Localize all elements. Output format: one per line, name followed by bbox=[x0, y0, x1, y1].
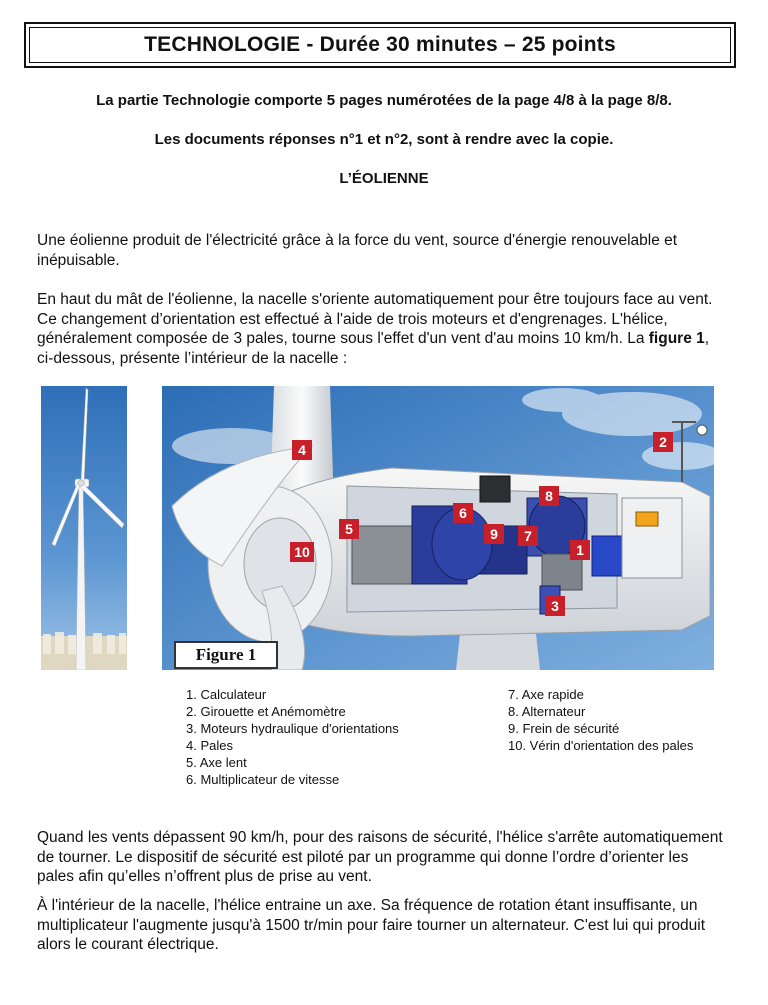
legend-item: 7. Axe rapide bbox=[508, 687, 584, 702]
svg-text:9: 9 bbox=[490, 526, 498, 542]
legend-item: 5. Axe lent bbox=[186, 755, 247, 770]
paragraph-security: Quand les vents dépassent 90 km/h, pour des raisons de sécurité, l'hélice s'arrête automatiquement de tourner. Le dispositif de sécurité est piloté par un programme qui donne l’ordre d’orienter les pales afin qu’elles n’offrent plus de prise au vent. bbox=[37, 829, 723, 885]
legend-item: 8. Alternateur bbox=[508, 704, 586, 719]
marker-6 bbox=[453, 503, 473, 523]
marker-4 bbox=[292, 440, 312, 460]
svg-text:10: 10 bbox=[294, 544, 310, 560]
legend-item: 9. Frein de sécurité bbox=[508, 721, 620, 736]
svg-text:4: 4 bbox=[298, 442, 306, 458]
legend-item: 10. Vérin d'orientation des pales bbox=[508, 738, 694, 753]
paragraph-nacelle: En haut du mât de l'éolienne, la nacelle s'oriente automatiquement pour être toujours face au vent. Ce changement d’orientation est effectué à l'aide de trois moteurs et d'engrenages. L'hélice, généralement composée de 3 pales, tourne sous l'effet d'un vent d'au moins 10 km/h. La figure 1, ci-dessous, présente l’intérieur de la nacelle : bbox=[37, 291, 713, 367]
legend-item: 6. Multiplicateur de vitesse bbox=[186, 772, 340, 787]
marker-8 bbox=[539, 486, 559, 506]
svg-text:5: 5 bbox=[345, 521, 353, 537]
marker-3 bbox=[545, 596, 565, 616]
wind-turbine-photo bbox=[41, 386, 127, 670]
legend-item: 1. Calculateur bbox=[186, 687, 267, 702]
figure-reference: figure 1 bbox=[648, 330, 705, 347]
marker-2 bbox=[653, 432, 673, 452]
header-frame bbox=[24, 22, 736, 68]
legend-right bbox=[508, 686, 693, 754]
intro-line-documents: Les documents réponses n°1 et n°2, sont à rendre avec la copie. bbox=[154, 131, 614, 148]
page-title: TECHNOLOGIE - Durée 30 minutes – 25 points bbox=[29, 27, 731, 63]
svg-text:6: 6 bbox=[459, 505, 467, 521]
legend-item: 3. Moteurs hydraulique d'orientations bbox=[186, 721, 399, 736]
marker-7 bbox=[518, 526, 538, 546]
legend-item: 2. Girouette et Anémomètre bbox=[186, 704, 346, 719]
legend-left bbox=[186, 686, 399, 788]
marker-10 bbox=[290, 542, 314, 562]
paragraph-alternator: À l'intérieur de la nacelle, l'hélice entraine un axe. Sa fréquence de rotation étant insuffisante, un multiplicateur l'augmente jusqu'à 1500 tr/min pour faire tourner un alternateur. C'est lui qui produit alors le courant électrique. bbox=[37, 897, 705, 953]
intro-line-pages: La partie Technologie comporte 5 pages numérotées de la page 4/8 à la page 8/8. bbox=[96, 92, 672, 109]
svg-text:8: 8 bbox=[545, 488, 553, 504]
figure-caption: Figure 1 bbox=[174, 641, 278, 669]
svg-text:7: 7 bbox=[524, 528, 532, 544]
paragraph-intro: Une éolienne produit de l'électricité grâce à la force du vent, source d'énergie renouvelable et inépuisable. bbox=[37, 232, 678, 269]
marker-1 bbox=[570, 540, 590, 560]
section-heading: L’ÉOLIENNE bbox=[339, 170, 429, 187]
svg-text:2: 2 bbox=[659, 434, 667, 450]
nacelle-cutaway-illustration bbox=[162, 386, 714, 670]
marker-5 bbox=[339, 519, 359, 539]
svg-text:1: 1 bbox=[576, 542, 584, 558]
marker-9 bbox=[484, 524, 504, 544]
svg-text:3: 3 bbox=[551, 598, 559, 614]
legend-item: 4. Pales bbox=[186, 738, 233, 753]
